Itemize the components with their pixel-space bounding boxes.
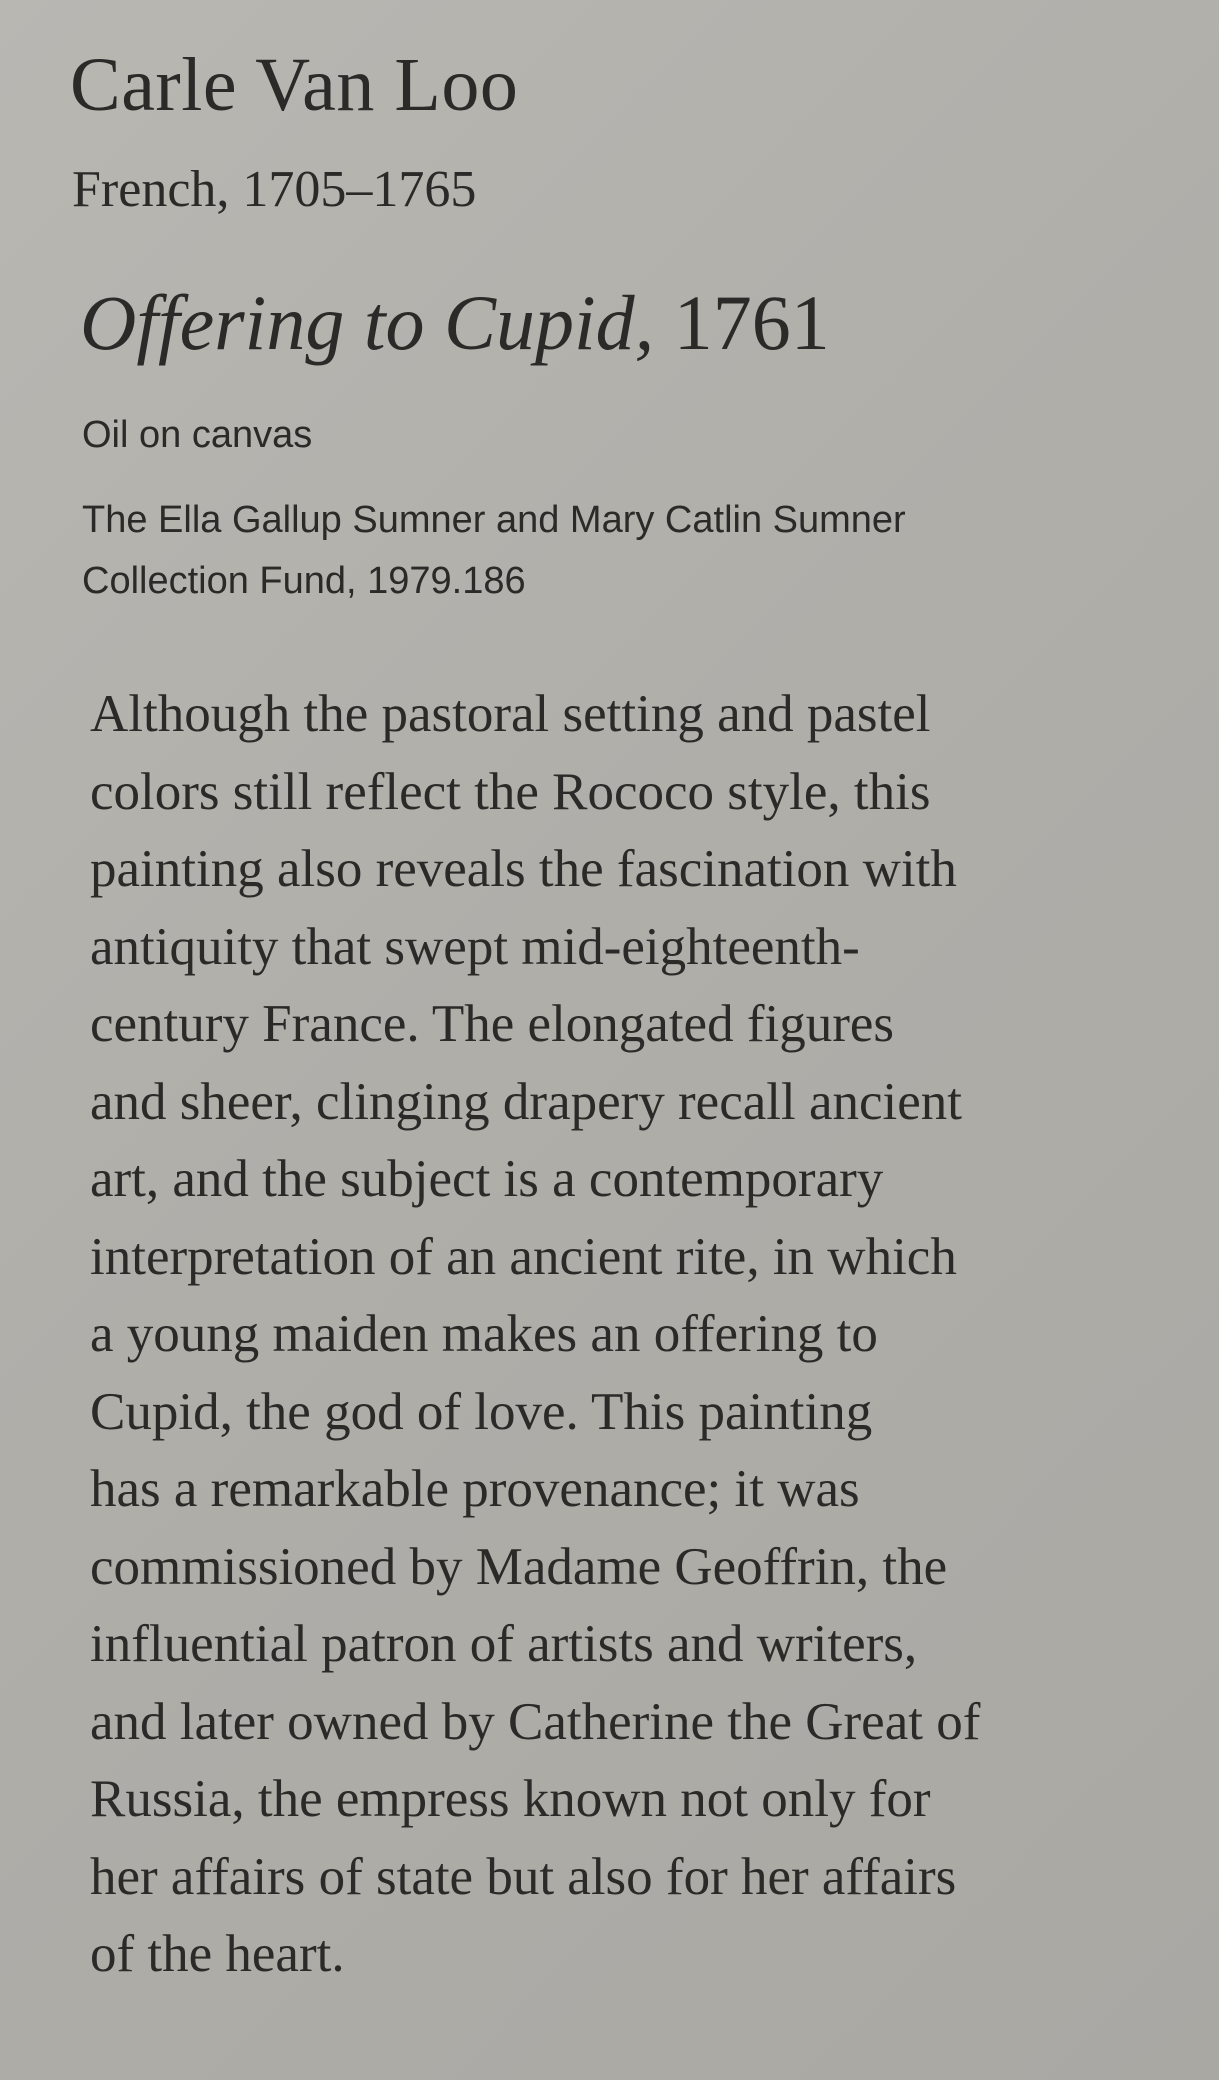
- description-line: century France. The elongated figures: [90, 995, 895, 1053]
- description-line: art, and the subject is a contemporary: [90, 1150, 884, 1208]
- description-line: influential patron of artists and writers,: [90, 1615, 918, 1673]
- artwork-year: 1761: [673, 279, 830, 366]
- description-line: commissioned by Madame Geoffrin, the: [90, 1537, 948, 1596]
- description-line: colors still reflect the Rococo style, this: [90, 762, 931, 821]
- description-line: antiquity that swept mid-eighteenth-: [90, 917, 860, 976]
- credit-line-text: Collection Fund, 1979.186: [82, 560, 526, 602]
- credit-line-text: The Ella Gallup Sumner and Mary Catlin Sumner: [82, 499, 906, 541]
- artwork-description: [90, 676, 980, 1994]
- description-line: of the heart.: [90, 1925, 345, 1983]
- artwork-title: Offering to Cupid,: [80, 279, 655, 366]
- description-line: a young maiden makes an offering to: [90, 1305, 878, 1363]
- artist-nationality-dates: French, 1705–1765: [72, 161, 477, 218]
- artist-name: Carle Van Loo: [70, 43, 519, 127]
- description-line: her affairs of state but also for her affairs: [90, 1847, 957, 1906]
- description-line: interpretation of an ancient rite, in which: [90, 1227, 957, 1286]
- credit-line: [82, 490, 906, 612]
- artwork-medium: Oil on canvas: [82, 414, 313, 456]
- description-line: and later owned by Catherine the Great of: [90, 1692, 981, 1751]
- artwork-title-line: [80, 278, 830, 368]
- description-line: painting also reveals the fascination with: [90, 840, 957, 898]
- description-line: Cupid, the god of love. This painting: [90, 1382, 873, 1441]
- description-line: Although the pastoral setting and pastel: [90, 685, 931, 743]
- description-line: has a remarkable provenance; it was: [90, 1460, 860, 1518]
- description-line: Russia, the empress known not only for: [90, 1770, 931, 1828]
- description-line: and sheer, clinging drapery recall ancient: [90, 1072, 962, 1131]
